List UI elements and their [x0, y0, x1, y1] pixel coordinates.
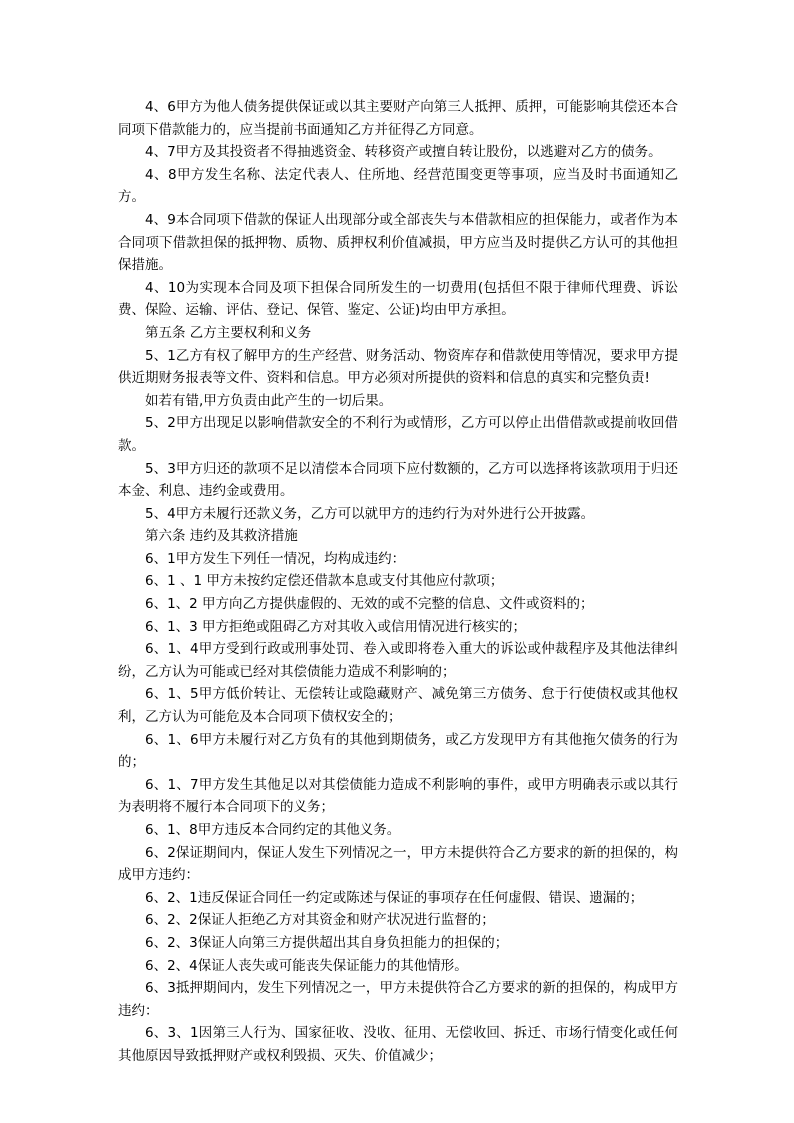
paragraph: 6、2保证期间内，保证人发生下列情况之一，甲方未提供符合乙方要求的新的担保的，构成甲方违约： — [118, 844, 678, 884]
paragraph: 6、2、1违反保证合同任一约定或陈述与保证的事项存在任何虚假、错误、遗漏的； — [145, 889, 644, 906]
paragraph: 4、10为实现本合同及项下担保合同所发生的一切费用(包括但不限于律师代理费、诉讼费、保险、运输、评估、登记、保管、鉴定、公证)均由甲方承担。 — [118, 279, 678, 319]
paragraph: 6、1、4甲方受到行政或刑事处罚、卷入或即将卷入重大的诉讼或仲裁程序及其他法律纠纷，乙方认为可能或已经对其偿债能力造成不利影响的； — [118, 641, 678, 680]
paragraph: 6、2、4保证人丧失或可能丧失保证能力的其他情形。 — [145, 957, 468, 974]
paragraph: 如若有错,甲方负责由此产生的一切后果。 — [145, 392, 393, 409]
paragraph: 6、1、6甲方未履行对乙方负有的其他到期债务，或乙方发现甲方有其他拖欠债务的行为的； — [118, 731, 678, 771]
paragraph: 6、1、8甲方违反本合同约定的其他义务。 — [145, 822, 401, 838]
paragraph: 6、1、7甲方发生其他足以对其偿债能力造成不利影响的事件，或甲方明确表示或以其行为表明将不履行本合同项下的义务； — [118, 776, 678, 816]
paragraph: 6、1、2 甲方向乙方提供虚假的、无效的或不完整的信息、文件或资料的； — [145, 596, 594, 613]
paragraph: 4、6甲方为他人债务提供保证或以其主要财产向第三人抵押、质押，可能影响其偿还本合同项下借款能力的，应当提前书面通知乙方并征得乙方同意。 — [118, 99, 678, 138]
document-page — [118, 96, 678, 1068]
section-heading: 第五条 乙方主要权利和义务 — [145, 324, 312, 341]
paragraph: 5、2甲方出现足以影响借款安全的不利行为或情形，乙方可以停止出借借款或提前收回借款。 — [118, 415, 678, 454]
paragraph: 4、9本合同项下借款的保证人出现部分或全部丧失与本借款相应的担保能力，或者作为本合同项下借款担保的抵押物、质物、质押权利价值减损，甲方应当及时提供乙方认可的其他担保措施。 — [118, 211, 678, 274]
paragraph: 5、4甲方未履行还款义务，乙方可以就甲方的违约行为对外进行公开披露。 — [145, 505, 595, 522]
paragraph: 5、1乙方有权了解甲方的生产经营、财务活动、物资库存和借款使用等情况，要求甲方提供近期财务报表等文件、资料和信息。甲方必须对所提供的资料和信息的真实和完整负责! — [118, 347, 678, 387]
paragraph: 5、3甲方归还的款项不足以清偿本合同项下应付数额的，乙方可以选择将该款项用于归还本金、利息、违约金或费用。 — [118, 460, 678, 500]
paragraph: 6、2、3保证人向第三方提供超出其自身负担能力的担保的； — [145, 934, 509, 951]
paragraph: 6、1甲方发生下列任一情况，均构成违约： — [145, 550, 406, 567]
paragraph: 6、1、5甲方低价转让、无偿转让或隐藏财产、减免第三方债务、怠于行使债权或其他权利，乙方认为可能危及本合同项下债权安全的； — [118, 686, 678, 726]
section-heading: 第六条 违约及其救济措施 — [145, 528, 298, 545]
paragraph: 4、8甲方发生名称、法定代表人、住所地、经营范围变更等事项，应当及时书面通知乙方。 — [118, 166, 678, 206]
paragraph: 6、3、1因第三人行为、国家征收、没收、征用、无偿收回、拆迁、市场行情变化或任何其他原因导致抵押财产或权利毁损、灭失、价值减少； — [118, 1025, 678, 1064]
paragraph: 6、2、2保证人拒绝乙方对其资金和财产状况进行监督的； — [145, 912, 495, 929]
paragraph: 6、3抵押期间内，发生下列情况之一，甲方未提供符合乙方要求的新的担保的，构成甲方违约： — [118, 980, 678, 1019]
paragraph: 4、7甲方及其投资者不得抽逃资金、转移资产或擅自转让股份，以逃避对乙方的债务。 — [145, 144, 662, 161]
paragraph: 6、1、3 甲方拒绝或阻碍乙方对其收入或信用情况进行核实的； — [145, 618, 527, 635]
paragraph: 6、1 、1 甲方未按约定偿还借款本息或支付其他应付款项； — [145, 573, 504, 590]
